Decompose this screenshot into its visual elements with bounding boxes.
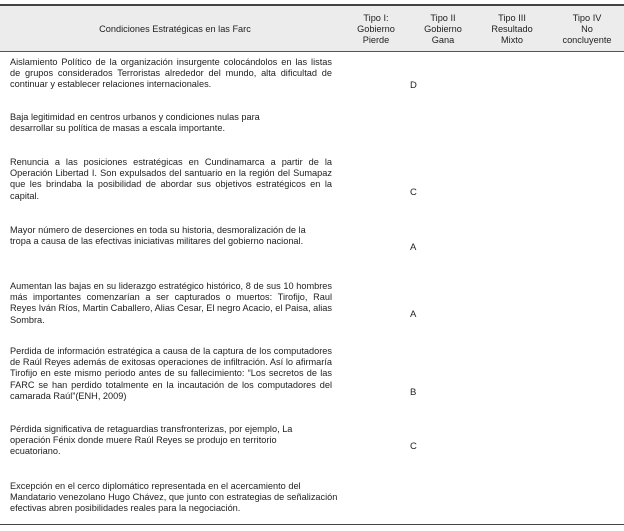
table-row-text: Mayor número de deserciones en toda su historia, desmoralización de la tropa a causa de las efectivas iniciativas militares del gobierno nacional. bbox=[10, 225, 306, 247]
table-row-text: Aislamiento Político de la organización insurgente colocándolos en las listas de grupos considerados Terroristas alrededor del mundo, alta dificultad de continuar y establecer relaciones internacionales. bbox=[10, 57, 332, 90]
table-row-grade: B bbox=[410, 387, 417, 398]
header-tipo-2: Tipo II Gobierno Gana bbox=[424, 12, 462, 45]
table-bottom-rule bbox=[0, 524, 624, 525]
table-row-grade: C bbox=[410, 441, 417, 452]
header-condiciones: Condiciones Estratégicas en las Farc bbox=[99, 23, 251, 34]
table-row-text: Excepción en el cerco diplomático representada en el acercamiento del Mandatario venezolano Hugo Chávez, que junto con estrategias de señalización efectivas abren posibilidades reales para la negociación. bbox=[10, 481, 338, 514]
header-tipo-4: Tipo IV No concluyente bbox=[562, 12, 612, 45]
table-row-grade: D bbox=[410, 80, 417, 91]
table-row-grade: A bbox=[410, 242, 417, 253]
header-tipo-1: Tipo I: Gobierno Pierde bbox=[357, 12, 395, 45]
table-row-text: Aumentan las bajas en su liderazgo estratégico histórico, 8 de sus 10 hombres más importantes comenzarían a ser capturados o muertos: Tirofijo, Raul Reyes Iván Ríos, Martin Caballero, Alias Cesar, El negro Acacio, el Paisa, alias Sombra. bbox=[10, 281, 332, 325]
table-header bbox=[0, 4, 624, 52]
table-row-grade: C bbox=[410, 187, 417, 198]
header-tipo-3: Tipo III Resultado Mixto bbox=[491, 12, 533, 45]
table-row-grade: A bbox=[410, 309, 417, 320]
table-row-text: Renuncia a las posiciones estratégicas en Cundinamarca a partir de la Operación Libertad I. Son expulsados del santuario en la región del Sumapaz que les brindaba la posibilidad de abordar sus objetivos estratégicos en la capital. bbox=[10, 157, 332, 201]
table-row-text: Baja legitimidad en centros urbanos y condiciones nulas para desarrollar su política de masas a escala importante. bbox=[10, 112, 260, 134]
table-row-text: Perdida de información estratégica a causa de la captura de los computadores de Raúl Reyes además de exitosas operaciones de infiltración. Así lo afirmaría Tirofijo en este mismo periodo antes de su fallecimiento: “Los secretos de las FARC se han perdido totalmente en la incautación de los computadores del camarada Raúl”(ENH, 2009) bbox=[10, 346, 332, 401]
table-row-text: Pérdida significativa de retaguardias transfronterizas, por ejemplo, La operación Fénix donde muere Raúl Reyes se produjo en territorio ecuatoriano. bbox=[10, 424, 293, 457]
